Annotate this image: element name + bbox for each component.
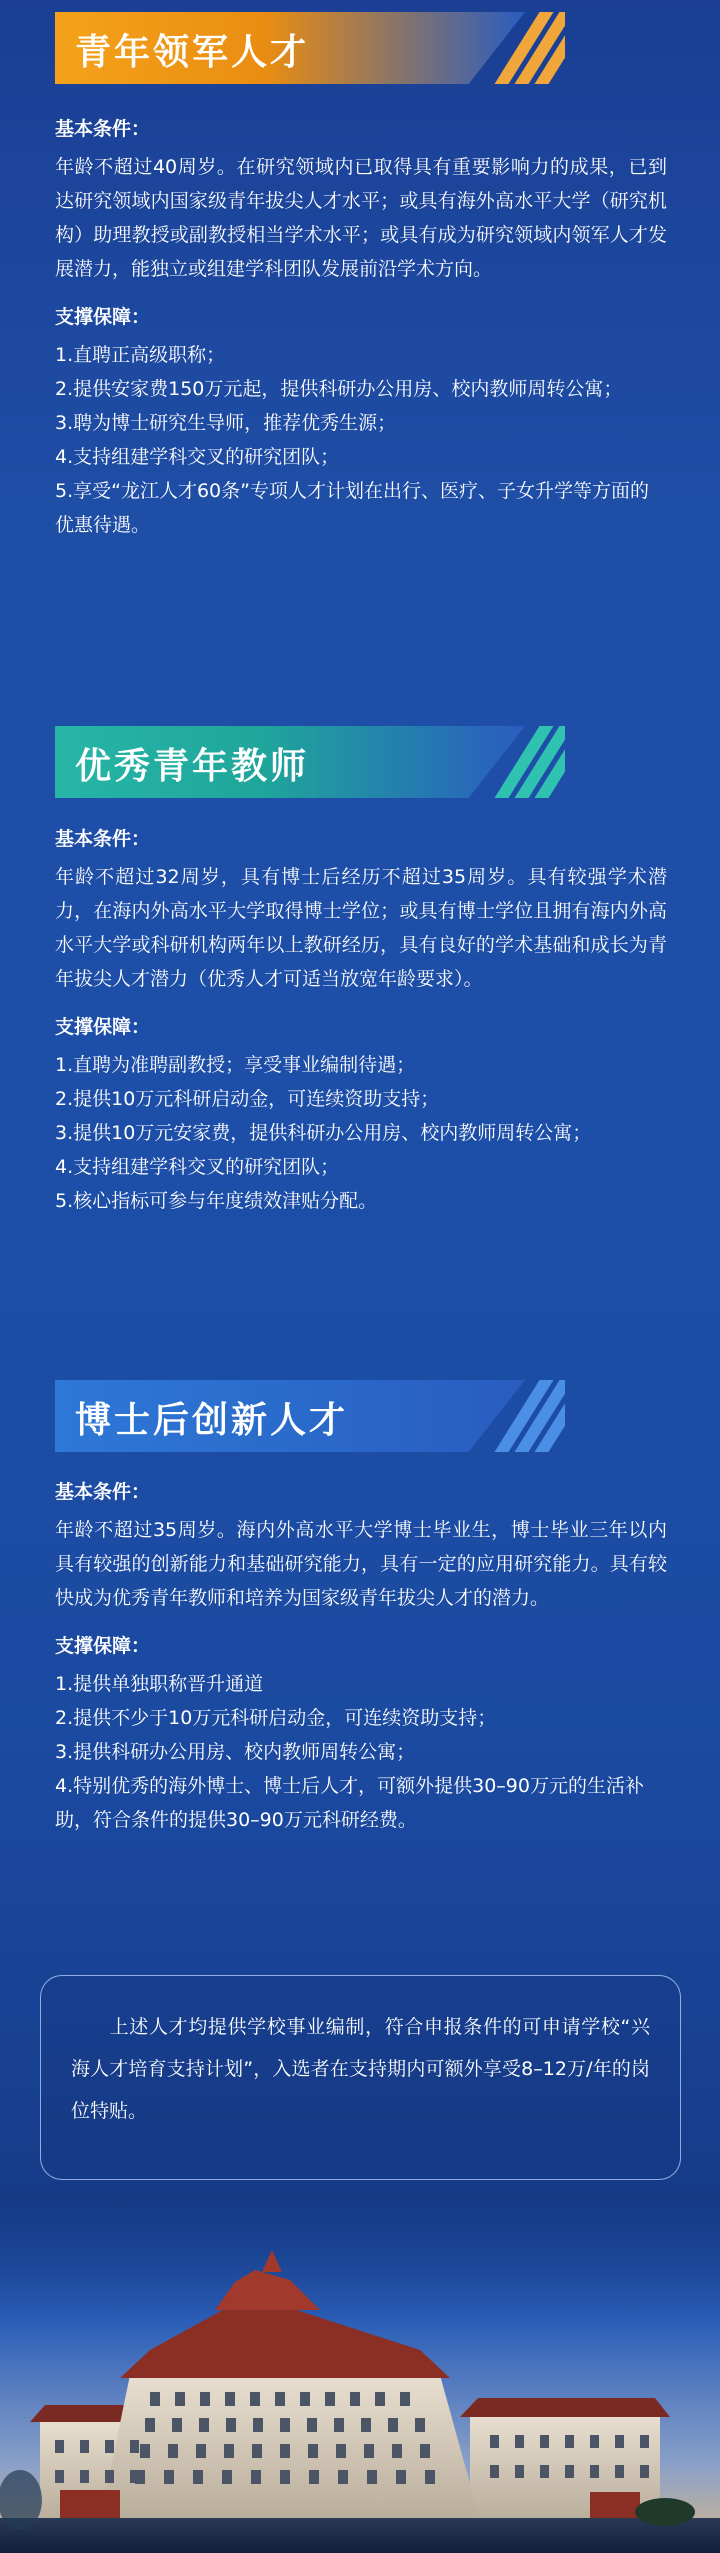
support-item: 1.直聘为准聘副教授；享受事业编制待遇； (55, 1054, 416, 1076)
support-item: 1.提供单独职称晋升通道 (55, 1673, 264, 1695)
support-list (55, 1667, 667, 1837)
section-title: 博士后创新人才 (75, 1400, 349, 1441)
section-banner-excellent-teachers (55, 726, 565, 798)
support-item: 1.直聘正高级职称； (55, 344, 226, 366)
section-title: 青年领军人才 (75, 32, 310, 73)
support-item: 3.聘为博士研究生导师，推荐优秀生源； (55, 412, 397, 434)
conditions-label: 基本条件： (55, 118, 151, 140)
support-item: 4.支持组建学科交叉的研究团队； (55, 446, 340, 468)
note-box (40, 1975, 681, 2180)
support-label: 支撑保障： (55, 1635, 151, 1657)
support-item: 3.提供10万元安家费，提供科研办公用房、校内教师周转公寓； (55, 1122, 592, 1144)
support-item: 4.支持组建学科交叉的研究团队； (55, 1156, 340, 1178)
conditions-text: 年龄不超过40周岁。在研究领域内已取得具有重要影响力的成果，已到达研究领域内国家级青年拔尖人才水平；或具有海外高水平大学（研究机构）助理教授或副教授相当学术水平；或具有成为研究领域内领军人才发展潜力，能独立或组建学科团队发展前沿学术方向。 (55, 156, 667, 280)
conditions-label: 基本条件： (55, 828, 151, 850)
building-illustration (0, 2200, 720, 2553)
section-postdoc (55, 1475, 667, 1837)
support-label: 支撑保障： (55, 1016, 151, 1038)
conditions-text: 年龄不超过35周岁。海内外高水平大学博士毕业生，博士毕业三年以内具有较强的创新能力和基础研究能力，具有一定的应用研究能力。具有较快成为优秀青年教师和培养为国家级青年拔尖人才的潜力。 (55, 1519, 667, 1609)
support-list (55, 338, 667, 542)
support-item: 2.提供安家费150万元起，提供科研办公用房、校内教师周转公寓； (55, 378, 623, 400)
support-item: 5.核心指标可参与年度绩效津贴分配。 (55, 1190, 378, 1212)
conditions-text: 年龄不超过32周岁，具有博士后经历不超过35周岁。具有较强学术潜力，在海内外高水平大学取得博士学位；或具有博士学位且拥有海内外高水平大学或科研机构两年以上教研经历，具有良好的学术基础和成长为青年拔尖人才潜力（优秀人才可适当放宽年龄要求）。 (55, 866, 667, 990)
section-excellent-teachers (55, 822, 667, 1218)
support-label: 支撑保障： (55, 306, 151, 328)
section-banner-postdoc (55, 1380, 565, 1452)
support-item: 3.提供科研办公用房、校内教师周转公寓； (55, 1741, 416, 1763)
support-item: 4.特别优秀的海外博士、博士后人才，可额外提供30–90万元的生活补助，符合条件的提供30–90万元科研经费。 (55, 1775, 644, 1831)
support-item: 2.提供10万元科研启动金，可连续资助支持； (55, 1088, 440, 1110)
note-text: 上述人才均提供学校事业编制，符合申报条件的可申请学校“兴海人才培育支持计划”，入选者在支持期内可额外享受8–12万/年的岗位特贴。 (71, 2016, 650, 2122)
support-item: 2.提供不少于10万元科研启动金，可连续资助支持； (55, 1707, 497, 1729)
section-title: 优秀青年教师 (75, 746, 310, 787)
section-banner-young-leaders (55, 12, 565, 84)
section-young-leaders (55, 112, 667, 542)
support-item: 5.享受“龙江人才60条”专项人才计划在出行、医疗、子女升学等方面的优惠待遇。 (55, 480, 649, 536)
support-list (55, 1048, 667, 1218)
conditions-label: 基本条件： (55, 1481, 151, 1503)
